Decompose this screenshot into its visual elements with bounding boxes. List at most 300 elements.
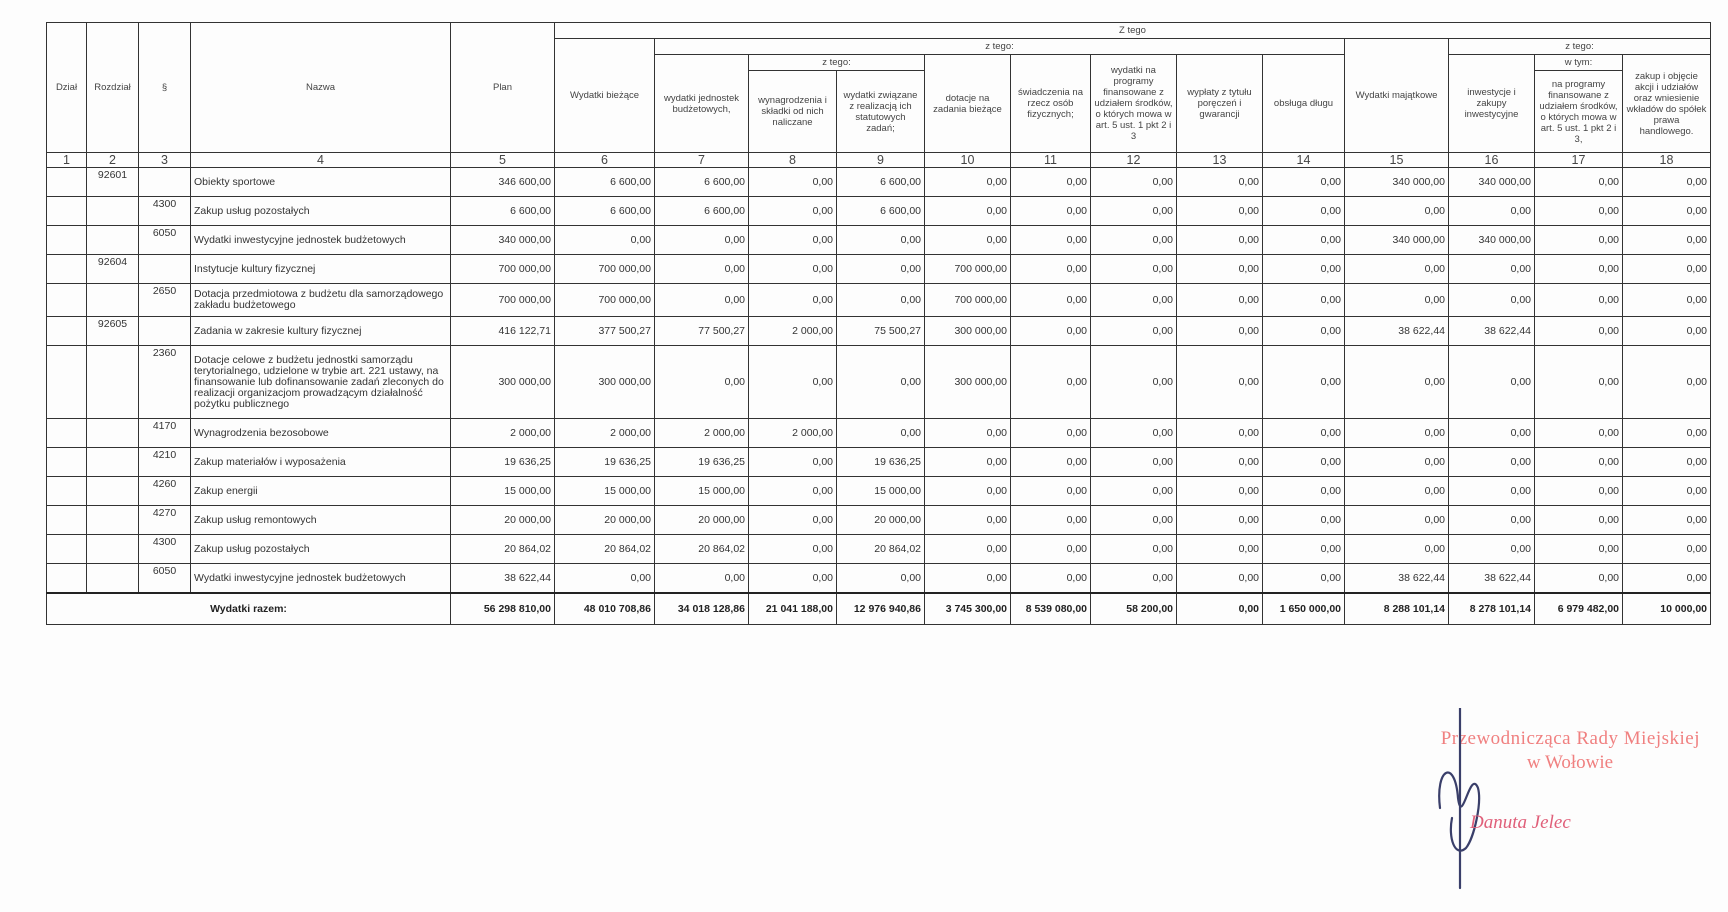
cell-value: 0,00 <box>925 168 1011 197</box>
table-row <box>47 477 1711 506</box>
cell-value: 0,00 <box>1449 197 1535 226</box>
cell-value: 77 500,27 <box>655 317 749 346</box>
cell-value: 0,00 <box>1091 346 1177 419</box>
cell-value: 0,00 <box>749 168 837 197</box>
cell-value: 0,00 <box>1449 419 1535 448</box>
cell-value: 700 000,00 <box>925 284 1011 317</box>
column-number: 11 <box>1011 153 1091 168</box>
cell-value: 0,00 <box>1177 448 1263 477</box>
cell-value: 0,00 <box>1177 284 1263 317</box>
cell-value: 0,00 <box>1623 317 1711 346</box>
cell-value: 0,00 <box>1449 284 1535 317</box>
cell-value: 377 500,27 <box>555 317 655 346</box>
cell-value: 0,00 <box>1449 535 1535 564</box>
cell-value: 0,00 <box>1177 564 1263 594</box>
cell-dzial <box>47 197 87 226</box>
header-wynagrodzenia: wynagrodzenia i składki od nich naliczane <box>749 71 837 153</box>
cell-value: 0,00 <box>1091 255 1177 284</box>
cell-value: 0,00 <box>1263 506 1345 535</box>
header-wydatki-majatkowe: Wydatki majątkowe <box>1345 39 1449 153</box>
cell-value: 0,00 <box>1535 419 1623 448</box>
handwritten-signature <box>1400 708 1520 908</box>
cell-value: 0,00 <box>1449 255 1535 284</box>
cell-value: 0,00 <box>655 284 749 317</box>
cell-value: 0,00 <box>1011 419 1091 448</box>
cell-value: 0,00 <box>749 448 837 477</box>
cell-dzial <box>47 506 87 535</box>
cell-value: 0,00 <box>1345 255 1449 284</box>
cell-value: 0,00 <box>1263 419 1345 448</box>
cell-value: 0,00 <box>837 255 925 284</box>
cell-value: 6 600,00 <box>655 197 749 226</box>
total-value: 58 200,00 <box>1091 593 1177 625</box>
header-wyplaty: wypłaty z tytułu poręczeń i gwarancji <box>1177 55 1263 153</box>
cell-value: 0,00 <box>1177 506 1263 535</box>
cell-dzial <box>47 477 87 506</box>
table-row <box>47 255 1711 284</box>
cell-value: 0,00 <box>1345 448 1449 477</box>
cell-value: 0,00 <box>1623 506 1711 535</box>
signature-title: Przewodnicząca Rady Miejskiej <box>1440 728 1700 749</box>
cell-value: 0,00 <box>925 535 1011 564</box>
cell-dzial <box>47 317 87 346</box>
header-plan: Plan <box>451 23 555 153</box>
cell-value: 0,00 <box>1263 535 1345 564</box>
total-value: 10 000,00 <box>1623 593 1711 625</box>
total-value: 0,00 <box>1177 593 1263 625</box>
cell-value: 0,00 <box>925 226 1011 255</box>
cell-value: 19 636,25 <box>451 448 555 477</box>
cell-value: 0,00 <box>1091 506 1177 535</box>
table-row <box>47 564 1711 594</box>
cell-nazwa: Zakup usług pozostałych <box>191 535 451 564</box>
column-number: 4 <box>191 153 451 168</box>
cell-value: 0,00 <box>655 226 749 255</box>
cell-value: 0,00 <box>1091 168 1177 197</box>
cell-value: 20 864,02 <box>555 535 655 564</box>
header-dotacje: dotacje na zadania bieżące <box>925 55 1011 153</box>
cell-value: 340 000,00 <box>1345 226 1449 255</box>
column-number: 6 <box>555 153 655 168</box>
cell-value: 0,00 <box>1091 197 1177 226</box>
cell-value: 0,00 <box>1011 535 1091 564</box>
cell-value: 0,00 <box>1623 284 1711 317</box>
header-wydatki-zwiazane: wydatki związane z realizacją ich statutowych zadań; <box>837 71 925 153</box>
cell-par: 6050 <box>139 564 191 594</box>
column-number: 8 <box>749 153 837 168</box>
cell-value: 0,00 <box>1345 284 1449 317</box>
cell-value: 340 000,00 <box>451 226 555 255</box>
cell-value: 0,00 <box>837 346 925 419</box>
cell-value: 0,00 <box>1535 564 1623 594</box>
header-w-tym: w tym: <box>1535 55 1623 71</box>
cell-value: 0,00 <box>1623 226 1711 255</box>
total-value: 48 010 708,86 <box>555 593 655 625</box>
cell-value: 20 000,00 <box>451 506 555 535</box>
cell-value: 300 000,00 <box>925 346 1011 419</box>
cell-rozdzial: 92604 <box>87 255 139 284</box>
cell-value: 0,00 <box>555 564 655 594</box>
cell-value: 0,00 <box>925 419 1011 448</box>
cell-rozdzial: 92601 <box>87 168 139 197</box>
cell-value: 700 000,00 <box>555 284 655 317</box>
cell-value: 15 000,00 <box>655 477 749 506</box>
cell-value: 0,00 <box>1535 477 1623 506</box>
cell-value: 0,00 <box>555 226 655 255</box>
cell-value: 0,00 <box>1535 506 1623 535</box>
cell-value: 0,00 <box>1263 448 1345 477</box>
column-number: 10 <box>925 153 1011 168</box>
cell-value: 0,00 <box>837 226 925 255</box>
cell-value: 15 000,00 <box>837 477 925 506</box>
column-number: 17 <box>1535 153 1623 168</box>
cell-rozdzial <box>87 284 139 317</box>
cell-value: 0,00 <box>1091 419 1177 448</box>
cell-value: 300 000,00 <box>555 346 655 419</box>
cell-value: 6 600,00 <box>655 168 749 197</box>
cell-value: 0,00 <box>1623 419 1711 448</box>
cell-rozdzial <box>87 535 139 564</box>
cell-value: 0,00 <box>1623 535 1711 564</box>
cell-value: 0,00 <box>1091 284 1177 317</box>
column-number: 1 <box>47 153 87 168</box>
table-row <box>47 419 1711 448</box>
cell-value: 38 622,44 <box>1345 564 1449 594</box>
cell-value: 0,00 <box>749 255 837 284</box>
cell-rozdzial <box>87 448 139 477</box>
cell-value: 75 500,27 <box>837 317 925 346</box>
cell-value: 0,00 <box>1623 564 1711 594</box>
cell-value: 0,00 <box>749 506 837 535</box>
table-row <box>47 535 1711 564</box>
cell-value: 0,00 <box>655 346 749 419</box>
cell-value: 416 122,71 <box>451 317 555 346</box>
cell-value: 0,00 <box>1091 226 1177 255</box>
header-z-tego-jednostek: z tego: <box>749 55 925 71</box>
cell-value: 0,00 <box>1011 255 1091 284</box>
cell-value: 0,00 <box>1177 226 1263 255</box>
total-value: 34 018 128,86 <box>655 593 749 625</box>
column-number: 2 <box>87 153 139 168</box>
cell-value: 15 000,00 <box>555 477 655 506</box>
table-row <box>47 448 1711 477</box>
column-number: 13 <box>1177 153 1263 168</box>
total-row <box>47 593 1711 625</box>
total-value: 8 539 080,00 <box>1011 593 1091 625</box>
header-wydatki-jednostek: wydatki jednostek budżetowych, <box>655 55 749 153</box>
cell-value: 0,00 <box>925 477 1011 506</box>
cell-value: 0,00 <box>1449 448 1535 477</box>
cell-value: 340 000,00 <box>1449 226 1535 255</box>
header-z-tego-majatkowe: z tego: <box>1449 39 1711 55</box>
column-number: 16 <box>1449 153 1535 168</box>
cell-value: 0,00 <box>1263 226 1345 255</box>
cell-value: 0,00 <box>837 564 925 594</box>
cell-value: 0,00 <box>1263 255 1345 284</box>
header-paragraf: § <box>139 23 191 153</box>
cell-value: 0,00 <box>749 477 837 506</box>
total-value: 1 650 000,00 <box>1263 593 1345 625</box>
cell-value: 38 622,44 <box>1449 564 1535 594</box>
cell-value: 0,00 <box>1091 535 1177 564</box>
cell-dzial <box>47 419 87 448</box>
cell-nazwa: Wydatki inwestycyjne jednostek budżetowych <box>191 226 451 255</box>
cell-nazwa: Instytucje kultury fizycznej <box>191 255 451 284</box>
cell-value: 0,00 <box>1535 448 1623 477</box>
total-value: 8 278 101,14 <box>1449 593 1535 625</box>
cell-value: 0,00 <box>1011 477 1091 506</box>
cell-value: 0,00 <box>1263 197 1345 226</box>
cell-value: 700 000,00 <box>451 255 555 284</box>
cell-dzial <box>47 448 87 477</box>
cell-value: 0,00 <box>1263 168 1345 197</box>
cell-value: 300 000,00 <box>925 317 1011 346</box>
cell-nazwa: Wydatki inwestycyjne jednostek budżetowych <box>191 564 451 594</box>
cell-value: 0,00 <box>1535 168 1623 197</box>
cell-value: 0,00 <box>655 564 749 594</box>
column-number: 18 <box>1623 153 1711 168</box>
cell-value: 300 000,00 <box>451 346 555 419</box>
header-inwestycje: inwestycje i zakupy inwestycyjne <box>1449 55 1535 153</box>
cell-dzial <box>47 346 87 419</box>
total-value: 8 288 101,14 <box>1345 593 1449 625</box>
total-value: 56 298 810,00 <box>451 593 555 625</box>
header-wydatki-biezace: Wydatki bieżące <box>555 39 655 153</box>
header-wydatki-programy: wydatki na programy finansowane z udziałem środków, o których mowa w art. 5 ust. 1 pkt 2 i 3 <box>1091 55 1177 153</box>
cell-dzial <box>47 168 87 197</box>
cell-rozdzial <box>87 226 139 255</box>
cell-value: 0,00 <box>1345 506 1449 535</box>
cell-value: 0,00 <box>1535 284 1623 317</box>
cell-value: 0,00 <box>749 197 837 226</box>
cell-par <box>139 168 191 197</box>
total-value: 12 976 940,86 <box>837 593 925 625</box>
cell-value: 0,00 <box>1177 168 1263 197</box>
cell-rozdzial <box>87 564 139 594</box>
cell-value: 0,00 <box>1623 168 1711 197</box>
cell-value: 0,00 <box>749 564 837 594</box>
cell-value: 346 600,00 <box>451 168 555 197</box>
cell-value: 0,00 <box>1623 197 1711 226</box>
cell-value: 0,00 <box>1011 197 1091 226</box>
column-number: 15 <box>1345 153 1449 168</box>
cell-value: 38 622,44 <box>1345 317 1449 346</box>
cell-value: 0,00 <box>1449 477 1535 506</box>
cell-dzial <box>47 284 87 317</box>
cell-value: 6 600,00 <box>837 168 925 197</box>
cell-value: 0,00 <box>1177 346 1263 419</box>
cell-value: 20 000,00 <box>655 506 749 535</box>
cell-value: 0,00 <box>1011 284 1091 317</box>
cell-par: 6050 <box>139 226 191 255</box>
cell-value: 0,00 <box>1091 317 1177 346</box>
cell-par: 2650 <box>139 284 191 317</box>
cell-value: 6 600,00 <box>555 168 655 197</box>
cell-value: 2 000,00 <box>555 419 655 448</box>
cell-value: 0,00 <box>1535 197 1623 226</box>
column-number: 12 <box>1091 153 1177 168</box>
cell-value: 0,00 <box>749 535 837 564</box>
cell-value: 0,00 <box>1535 255 1623 284</box>
cell-nazwa: Obiekty sportowe <box>191 168 451 197</box>
column-number: 14 <box>1263 153 1345 168</box>
header-nazwa: Nazwa <box>191 23 451 153</box>
cell-value: 0,00 <box>1263 346 1345 419</box>
cell-value: 0,00 <box>1449 506 1535 535</box>
signature-location: w Wołowie <box>1526 752 1614 773</box>
cell-value: 0,00 <box>749 346 837 419</box>
cell-value: 0,00 <box>1177 535 1263 564</box>
cell-nazwa: Wynagrodzenia bezosobowe <box>191 419 451 448</box>
cell-value: 0,00 <box>1011 317 1091 346</box>
table-row <box>47 506 1711 535</box>
cell-value: 0,00 <box>925 506 1011 535</box>
budget-rows <box>47 168 1711 594</box>
cell-nazwa: Dotacje celowe z budżetu jednostki samorządu terytorialnego, udzielone w trybie art. 221 ustawy, na finansowanie lub dofinansowanie zadań zleconych do realizacji organizacjom prowadzącym działalność pożytku publicznego <box>191 346 451 419</box>
cell-par: 4260 <box>139 477 191 506</box>
cell-value: 700 000,00 <box>451 284 555 317</box>
header-z-tego-biezace: z tego: <box>655 39 1345 55</box>
cell-value: 0,00 <box>1011 506 1091 535</box>
cell-rozdzial: 92605 <box>87 317 139 346</box>
column-number: 5 <box>451 153 555 168</box>
cell-value: 15 000,00 <box>451 477 555 506</box>
cell-value: 0,00 <box>1345 535 1449 564</box>
cell-value: 0,00 <box>925 197 1011 226</box>
cell-value: 2 000,00 <box>749 317 837 346</box>
cell-value: 0,00 <box>749 284 837 317</box>
cell-value: 20 000,00 <box>555 506 655 535</box>
cell-value: 19 636,25 <box>655 448 749 477</box>
cell-value: 0,00 <box>1011 346 1091 419</box>
cell-value: 2 000,00 <box>451 419 555 448</box>
cell-value: 20 864,02 <box>451 535 555 564</box>
cell-value: 0,00 <box>1623 255 1711 284</box>
cell-nazwa: Zadania w zakresie kultury fizycznej <box>191 317 451 346</box>
cell-value: 20 864,02 <box>655 535 749 564</box>
budget-table <box>46 22 1711 625</box>
cell-value: 0,00 <box>1535 317 1623 346</box>
cell-value: 0,00 <box>1091 448 1177 477</box>
cell-rozdzial <box>87 477 139 506</box>
cell-dzial <box>47 226 87 255</box>
signature-name: Danuta Jelec <box>1470 812 1571 833</box>
column-number: 9 <box>837 153 925 168</box>
header-dzial: Dział <box>47 23 87 153</box>
cell-value: 0,00 <box>925 564 1011 594</box>
cell-value: 0,00 <box>1623 477 1711 506</box>
cell-par: 2360 <box>139 346 191 419</box>
cell-value: 2 000,00 <box>749 419 837 448</box>
cell-par <box>139 317 191 346</box>
table-row <box>47 168 1711 197</box>
signature-block <box>1400 728 1700 833</box>
cell-par: 4270 <box>139 506 191 535</box>
cell-value: 20 000,00 <box>837 506 925 535</box>
cell-value: 0,00 <box>1263 317 1345 346</box>
cell-value: 340 000,00 <box>1345 168 1449 197</box>
cell-value: 0,00 <box>1177 197 1263 226</box>
cell-value: 38 622,44 <box>451 564 555 594</box>
table-row <box>47 284 1711 317</box>
cell-value: 6 600,00 <box>555 197 655 226</box>
column-number: 3 <box>139 153 191 168</box>
cell-value: 0,00 <box>1345 346 1449 419</box>
cell-value: 0,00 <box>1177 419 1263 448</box>
cell-value: 0,00 <box>1623 346 1711 419</box>
cell-value: 700 000,00 <box>925 255 1011 284</box>
cell-value: 0,00 <box>1535 226 1623 255</box>
cell-par: 4210 <box>139 448 191 477</box>
cell-value: 0,00 <box>837 284 925 317</box>
cell-value: 19 636,25 <box>555 448 655 477</box>
cell-value: 0,00 <box>749 226 837 255</box>
cell-value: 6 600,00 <box>451 197 555 226</box>
header-na-programy: na programy finansowane z udziałem środków, o których mowa w art. 5 ust. 1 pkt 2 i 3, <box>1535 71 1623 153</box>
cell-value: 2 000,00 <box>655 419 749 448</box>
cell-value: 0,00 <box>1263 564 1345 594</box>
cell-value: 0,00 <box>925 448 1011 477</box>
total-value: 6 979 482,00 <box>1535 593 1623 625</box>
cell-value: 0,00 <box>1449 346 1535 419</box>
header-z-tego: Z tego <box>555 23 1711 39</box>
column-numbers-row <box>47 153 1711 168</box>
total-label: Wydatki razem: <box>47 593 451 625</box>
cell-dzial <box>47 564 87 594</box>
cell-rozdzial <box>87 419 139 448</box>
cell-value: 0,00 <box>1091 564 1177 594</box>
cell-value: 0,00 <box>1011 448 1091 477</box>
cell-nazwa: Dotacja przedmiotowa z budżetu dla samorządowego zakładu budżetowego <box>191 284 451 317</box>
cell-value: 0,00 <box>1011 168 1091 197</box>
cell-value: 0,00 <box>1263 477 1345 506</box>
cell-par <box>139 255 191 284</box>
header-zakup-akcji: zakup i objęcie akcji i udziałów oraz wniesienie wkładów do spółek prawa handlowego. <box>1623 55 1711 153</box>
cell-value: 6 600,00 <box>837 197 925 226</box>
cell-value: 19 636,25 <box>837 448 925 477</box>
cell-nazwa: Zakup materiałów i wyposażenia <box>191 448 451 477</box>
cell-dzial <box>47 535 87 564</box>
total-value: 3 745 300,00 <box>925 593 1011 625</box>
cell-value: 0,00 <box>1623 448 1711 477</box>
cell-rozdzial <box>87 197 139 226</box>
cell-value: 0,00 <box>1177 477 1263 506</box>
cell-value: 0,00 <box>1263 284 1345 317</box>
cell-value: 0,00 <box>1011 226 1091 255</box>
cell-value: 0,00 <box>1011 564 1091 594</box>
table-row <box>47 346 1711 419</box>
cell-value: 0,00 <box>1177 255 1263 284</box>
cell-dzial <box>47 255 87 284</box>
cell-value: 38 622,44 <box>1449 317 1535 346</box>
cell-value: 340 000,00 <box>1449 168 1535 197</box>
cell-value: 0,00 <box>1177 317 1263 346</box>
cell-par: 4300 <box>139 197 191 226</box>
cell-nazwa: Zakup energii <box>191 477 451 506</box>
cell-value: 20 864,02 <box>837 535 925 564</box>
cell-nazwa: Zakup usług remontowych <box>191 506 451 535</box>
column-number: 7 <box>655 153 749 168</box>
cell-value: 0,00 <box>1535 346 1623 419</box>
cell-value: 0,00 <box>1535 535 1623 564</box>
total-value: 21 041 188,00 <box>749 593 837 625</box>
header-rozdzial: Rozdział <box>87 23 139 153</box>
cell-par: 4300 <box>139 535 191 564</box>
cell-value: 0,00 <box>837 419 925 448</box>
cell-value: 0,00 <box>1345 197 1449 226</box>
header-swiadczenia: świadczenia na rzecz osób fizycznych; <box>1011 55 1091 153</box>
cell-value: 0,00 <box>655 255 749 284</box>
